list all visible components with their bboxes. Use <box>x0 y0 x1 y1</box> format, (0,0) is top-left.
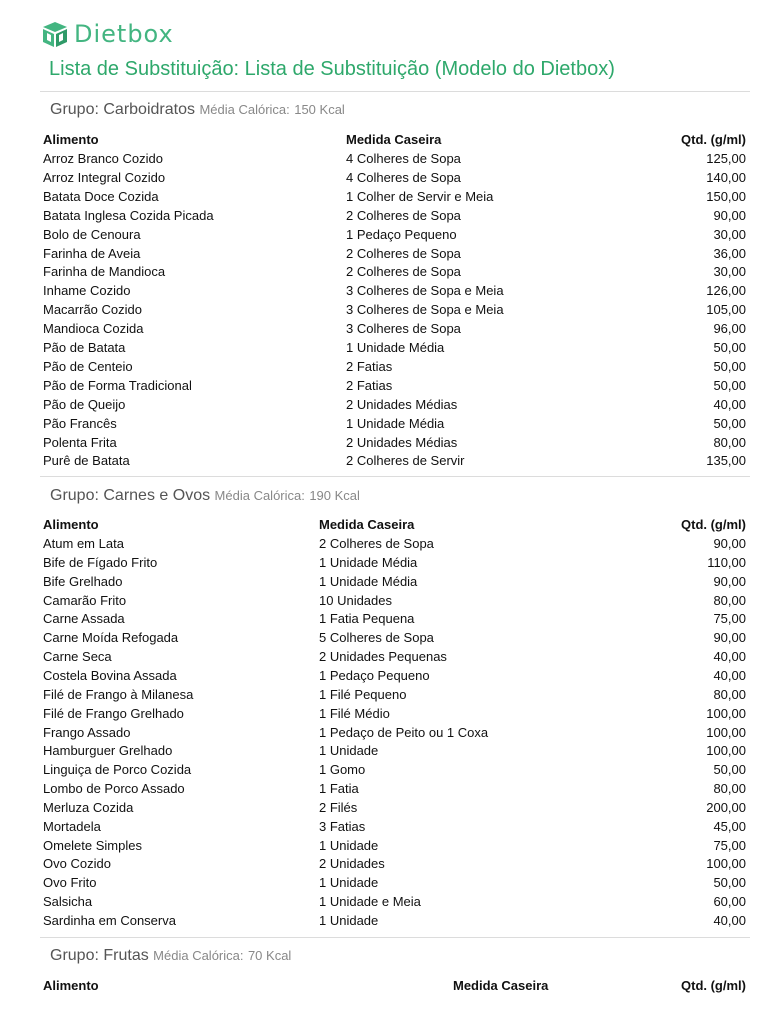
table-row <box>0 704 768 723</box>
household-measure: 1 Unidade <box>319 913 379 928</box>
table-row <box>0 836 768 855</box>
quantity: 75,00 <box>713 611 746 627</box>
quantity: 30,00 <box>713 264 746 280</box>
calorie-label: Média Calórica: <box>153 948 244 963</box>
food-name: Costela Bovina Assada <box>43 667 177 683</box>
household-measure: 2 Unidades Pequenas <box>319 649 447 665</box>
quantity: 40,00 <box>713 649 746 665</box>
table-row <box>0 319 768 338</box>
quantity: 140,00 <box>706 169 746 185</box>
table-row <box>0 395 768 414</box>
header-qty: Qtd. (g/ml) <box>681 978 746 993</box>
household-measure: 1 Pedaço Pequeno <box>319 667 430 683</box>
household-measure: 1 Unidade <box>319 743 379 759</box>
table-row <box>0 666 768 685</box>
divider <box>40 91 750 92</box>
quantity: 125,00 <box>706 151 746 166</box>
food-name: Inhame Cozido <box>43 283 131 299</box>
table-row <box>0 892 768 911</box>
household-measure: 1 Colher de Servir e Meia <box>346 188 494 204</box>
quantity: 90,00 <box>713 630 746 646</box>
quantity: 40,00 <box>713 396 746 412</box>
quantity: 50,00 <box>713 762 746 778</box>
quantity: 60,00 <box>713 894 746 910</box>
quantity: 105,00 <box>706 302 746 318</box>
food-name: Filé de Frango Grelhado <box>43 705 184 721</box>
header-food: Alimento <box>43 517 99 532</box>
dietbox-logo <box>40 18 174 50</box>
table-row <box>0 685 768 704</box>
group-name: Frutas <box>103 947 149 964</box>
table-row <box>0 628 768 647</box>
food-name: Frango Assado <box>43 724 131 740</box>
calorie-label: Média Calórica: <box>214 488 305 503</box>
quantity: 90,00 <box>713 536 746 551</box>
table-row <box>0 206 768 225</box>
calorie-value: 150 Kcal <box>294 102 345 117</box>
table-row <box>0 854 768 873</box>
table-row <box>0 281 768 300</box>
group-prefix: Grupo: <box>50 947 99 964</box>
household-measure: 1 Filé Pequeno <box>319 686 407 702</box>
group-name: Carnes e Ovos <box>103 487 211 504</box>
food-name: Bolo de Cenoura <box>43 226 141 242</box>
food-name: Atum em Lata <box>43 536 124 551</box>
food-name: Purê de Batata <box>43 453 130 469</box>
household-measure: 2 Fatias <box>346 358 393 374</box>
household-measure: 2 Unidades <box>319 856 385 872</box>
quantity: 96,00 <box>713 321 746 337</box>
table-header <box>0 515 768 534</box>
table-row <box>0 414 768 433</box>
group-title <box>50 101 345 119</box>
food-name: Carne Assada <box>43 611 125 627</box>
quantity: 100,00 <box>706 856 746 872</box>
household-measure: 1 Unidade <box>319 837 379 853</box>
header-food: Alimento <box>43 978 99 993</box>
table-row <box>0 817 768 836</box>
table-row <box>0 300 768 319</box>
food-name: Macarrão Cozido <box>43 302 142 318</box>
food-name: Linguiça de Porco Cozida <box>43 762 192 778</box>
table-row <box>0 433 768 452</box>
divider <box>40 476 750 477</box>
household-measure: 1 Unidade Média <box>319 573 418 589</box>
household-measure: 1 Unidade e Meia <box>319 894 421 910</box>
food-name: Sardinha em Conserva <box>43 913 176 928</box>
household-measure: 4 Colheres de Sopa <box>346 169 461 185</box>
table-row <box>0 873 768 892</box>
quantity: 200,00 <box>706 799 746 815</box>
food-name: Farinha de Aveia <box>43 245 141 261</box>
brand-name: Dietbox <box>74 20 174 48</box>
table-row <box>0 262 768 281</box>
header-food: Alimento <box>43 132 99 147</box>
quantity: 110,00 <box>707 554 746 570</box>
quantity: 135,00 <box>706 453 746 469</box>
household-measure: 2 Colheres de Sopa <box>346 245 461 261</box>
household-measure: 10 Unidades <box>319 592 392 608</box>
household-measure: 2 Unidades Médias <box>346 434 458 450</box>
household-measure: 1 Unidade Média <box>319 554 418 570</box>
quantity: 50,00 <box>713 875 746 891</box>
table-row <box>0 225 768 244</box>
header-qty: Qtd. (g/ml) <box>681 132 746 147</box>
household-measure: 2 Unidades Médias <box>346 396 458 412</box>
quantity: 30,00 <box>713 226 746 242</box>
household-measure: 3 Colheres de Sopa <box>346 321 461 337</box>
calorie-value: 190 Kcal <box>309 488 360 503</box>
table-row <box>0 534 768 553</box>
header-measure: Medida Caseira <box>453 978 549 993</box>
table-row <box>0 376 768 395</box>
calorie-label: Média Calórica: <box>199 102 290 117</box>
quantity: 100,00 <box>706 724 746 740</box>
food-name: Batata Doce Cozida <box>43 188 159 204</box>
header-measure: Medida Caseira <box>346 132 442 147</box>
table-header <box>0 130 768 149</box>
table-row <box>0 760 768 779</box>
table-row <box>0 779 768 798</box>
quantity: 80,00 <box>713 781 746 797</box>
quantity: 50,00 <box>713 377 746 393</box>
household-measure: 1 Fatia <box>319 781 359 797</box>
table-row <box>0 798 768 817</box>
food-name: Ovo Cozido <box>43 856 111 872</box>
table-row <box>0 723 768 742</box>
household-measure: 1 Pedaço de Peito ou 1 Coxa <box>319 724 489 740</box>
quantity: 90,00 <box>713 207 746 223</box>
household-measure: 2 Filés <box>319 799 358 815</box>
table-row <box>0 647 768 666</box>
household-measure: 2 Fatias <box>346 377 393 393</box>
household-measure: 1 Unidade <box>319 875 379 891</box>
table-row <box>0 572 768 591</box>
table-row <box>0 357 768 376</box>
household-measure: 1 Filé Médio <box>319 705 390 721</box>
quantity: 45,00 <box>713 818 746 834</box>
header-measure: Medida Caseira <box>319 517 415 532</box>
household-measure: 2 Colheres de Sopa <box>319 536 434 551</box>
household-measure: 3 Fatias <box>319 818 366 834</box>
group-prefix: Grupo: <box>50 101 99 118</box>
food-name: Salsicha <box>43 894 93 910</box>
table-row <box>0 911 768 930</box>
household-measure: 1 Fatia Pequena <box>319 611 415 627</box>
calorie-value: 70 Kcal <box>247 948 292 963</box>
table-row <box>0 244 768 263</box>
table-row <box>0 168 768 187</box>
food-name: Pão Francês <box>43 415 117 431</box>
food-name: Arroz Integral Cozido <box>43 169 166 185</box>
group-title <box>50 487 360 505</box>
household-measure: 4 Colheres de Sopa <box>346 151 461 166</box>
food-name: Pão de Batata <box>43 340 126 355</box>
food-name: Pão de Queijo <box>43 396 126 412</box>
food-name: Carne Moída Refogada <box>43 630 179 646</box>
table-row <box>0 451 768 470</box>
quantity: 80,00 <box>713 434 746 450</box>
quantity: 75,00 <box>713 837 746 853</box>
household-measure: 2 Colheres de Servir <box>346 453 465 469</box>
quantity: 40,00 <box>713 667 746 683</box>
dietbox-logo-icon <box>40 19 70 49</box>
food-name: Mortadela <box>43 818 101 834</box>
food-name: Carne Seca <box>43 649 112 665</box>
group-name: Carboidratos <box>103 101 195 118</box>
food-name: Pão de Centeio <box>43 358 133 374</box>
quantity: 126,00 <box>706 283 746 299</box>
quantity: 50,00 <box>713 415 746 431</box>
header-qty: Qtd. (g/ml) <box>681 517 746 532</box>
household-measure: 2 Colheres de Sopa <box>346 264 461 280</box>
food-name: Merluza Cozida <box>43 799 134 815</box>
household-measure: 3 Colheres de Sopa e Meia <box>346 302 504 318</box>
quantity: 150,00 <box>706 188 746 204</box>
food-name: Bife Grelhado <box>43 573 123 589</box>
table-row <box>0 553 768 572</box>
household-measure: 1 Unidade Média <box>346 340 445 355</box>
food-name: Omelete Simples <box>43 837 142 853</box>
food-name: Farinha de Mandioca <box>43 264 166 280</box>
quantity: 50,00 <box>713 340 746 355</box>
divider <box>40 937 750 938</box>
quantity: 100,00 <box>706 705 746 721</box>
food-name: Pão de Forma Tradicional <box>43 377 192 393</box>
food-name: Mandioca Cozida <box>43 321 144 337</box>
table-row <box>0 338 768 357</box>
table-row <box>0 741 768 760</box>
food-name: Lombo de Porco Assado <box>43 781 185 797</box>
food-name: Arroz Branco Cozido <box>43 151 163 166</box>
table-header <box>0 976 768 995</box>
food-name: Batata Inglesa Cozida Picada <box>43 207 214 223</box>
group-title <box>50 947 291 965</box>
household-measure: 3 Colheres de Sopa e Meia <box>346 283 504 299</box>
document-title: Lista de Substituição: Lista de Substituição (Modelo do Dietbox) <box>49 58 615 80</box>
household-measure: 5 Colheres de Sopa <box>319 630 434 646</box>
food-name: Bife de Fígado Frito <box>43 554 158 570</box>
quantity: 80,00 <box>713 592 746 608</box>
food-name: Ovo Frito <box>43 875 97 891</box>
table-row <box>0 187 768 206</box>
food-name: Filé de Frango à Milanesa <box>43 686 194 702</box>
quantity: 40,00 <box>713 913 746 928</box>
table-row <box>0 149 768 168</box>
food-name: Camarão Frito <box>43 592 127 608</box>
household-measure: 2 Colheres de Sopa <box>346 207 461 223</box>
quantity: 80,00 <box>713 686 746 702</box>
household-measure: 1 Unidade Média <box>346 415 445 431</box>
quantity: 90,00 <box>713 573 746 589</box>
quantity: 50,00 <box>713 358 746 374</box>
quantity: 36,00 <box>713 245 746 261</box>
household-measure: 1 Pedaço Pequeno <box>346 226 457 242</box>
group-prefix: Grupo: <box>50 487 99 504</box>
household-measure: 1 Gomo <box>319 762 366 778</box>
table-row <box>0 591 768 610</box>
table-row <box>0 609 768 628</box>
quantity: 100,00 <box>706 743 746 759</box>
food-name: Polenta Frita <box>43 434 117 450</box>
food-name: Hamburguer Grelhado <box>43 743 173 759</box>
